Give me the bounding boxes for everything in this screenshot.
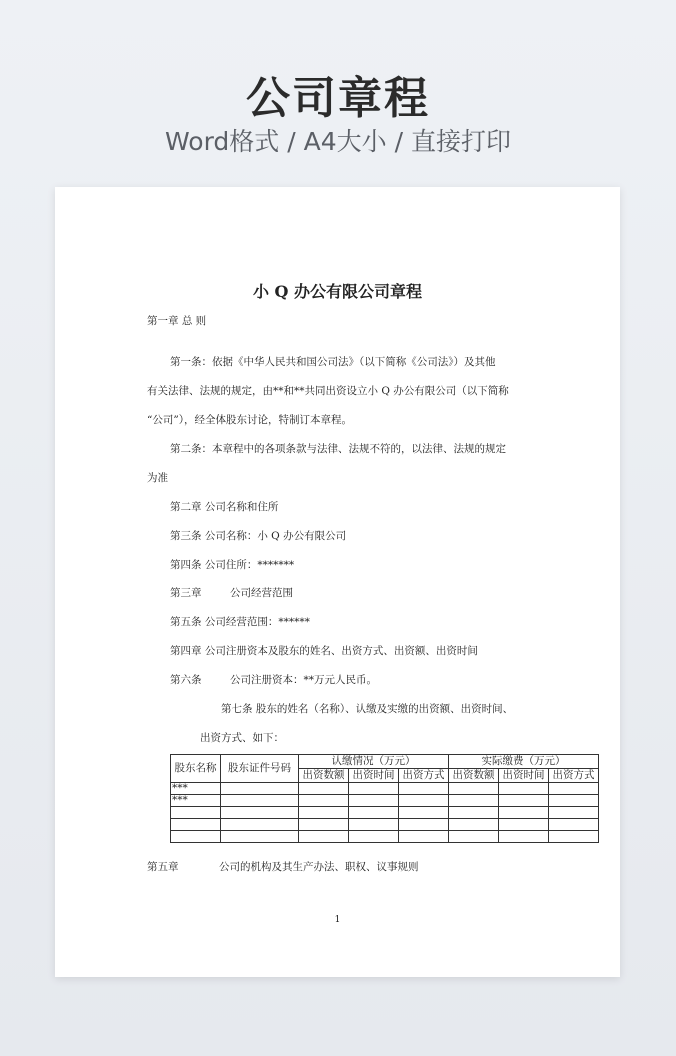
table-cell xyxy=(549,807,599,819)
table-cell xyxy=(449,783,499,795)
header-shareholder-id: 股东证件号码 xyxy=(221,755,299,783)
header-paid-group: 实际缴费（万元） xyxy=(449,755,599,769)
table-cell xyxy=(549,819,599,831)
table-cell xyxy=(221,831,299,843)
table-cell xyxy=(299,795,349,807)
article-2-line-1: 第二条：本章程中的各项条款与法律、法规不符的，以法律、法规的规定 xyxy=(170,443,506,455)
table-cell xyxy=(299,783,349,795)
table-cell xyxy=(171,831,221,843)
table-cell xyxy=(171,807,221,819)
article-6-label: 第六条 xyxy=(170,674,202,686)
table-row xyxy=(171,795,599,807)
table-cell xyxy=(349,819,399,831)
table-cell xyxy=(499,819,549,831)
table-cell xyxy=(221,819,299,831)
article-1-line-1: 第一条：依据《中华人民共和国公司法》（以下简称《公司法》）及其他 xyxy=(170,356,496,368)
table-cell xyxy=(399,807,449,819)
banner-title: 公司章程 xyxy=(246,73,430,124)
header-subscribed-amount: 出资数额 xyxy=(299,769,349,783)
chapter-5-text: 公司的机构及其生产办法、职权、议事规则 xyxy=(219,861,419,873)
chapter-4-heading: 第四章 公司注册资本及股东的姓名、出资方式、出资额、出资时间 xyxy=(170,645,478,657)
header-subscribed-group: 认缴情况（万元） xyxy=(299,755,449,769)
header-paid-amount: 出资数额 xyxy=(449,769,499,783)
table-row xyxy=(171,831,599,843)
table-cell xyxy=(449,831,499,843)
table-cell xyxy=(499,795,549,807)
document-title: 小 Q 办公有限公司章程 xyxy=(252,282,423,301)
table-cell xyxy=(499,831,549,843)
table-cell xyxy=(349,783,399,795)
article-3: 第三条 公司名称：小 Q 办公有限公司 xyxy=(170,530,347,542)
table-cell xyxy=(299,831,349,843)
article-7-line-1: 第七条 股东的姓名（名称）、认缴及实缴的出资额、出资时间、 xyxy=(221,703,514,715)
table-cell xyxy=(171,819,221,831)
chapter-3-text: 公司经营范围 xyxy=(230,587,293,599)
table-cell xyxy=(449,807,499,819)
chapter-2-heading: 第二章 公司名称和住所 xyxy=(170,501,279,513)
table-cell xyxy=(399,831,449,843)
article-5: 第五条 公司经营范围：****** xyxy=(170,616,310,628)
table-cell xyxy=(449,819,499,831)
table-row xyxy=(171,819,599,831)
header-subscribed-method: 出资方式 xyxy=(399,769,449,783)
table-cell xyxy=(221,807,299,819)
header-shareholder-name: 股东名称 xyxy=(171,755,221,783)
document-page xyxy=(55,187,620,977)
table-cell xyxy=(399,819,449,831)
article-7-line-2: 出资方式、如下： xyxy=(200,732,284,744)
table-row xyxy=(171,783,599,795)
article-1-line-3: “公司”），经全体股东讨论，特制订本章程。 xyxy=(147,414,352,426)
table-cell: *** xyxy=(171,783,221,795)
header-paid-method: 出资方式 xyxy=(549,769,599,783)
table-cell xyxy=(499,783,549,795)
table-cell xyxy=(549,795,599,807)
table-row xyxy=(171,807,599,819)
shareholder-table xyxy=(170,754,599,843)
article-2-line-2: 为准 xyxy=(147,472,168,484)
table-cell xyxy=(399,795,449,807)
table-cell xyxy=(449,795,499,807)
table-cell xyxy=(349,831,399,843)
table-cell xyxy=(221,783,299,795)
header-paid-time: 出资时间 xyxy=(499,769,549,783)
header-subscribed-time: 出资时间 xyxy=(349,769,399,783)
banner-subtitle: Word格式 / A4大小 / 直接打印 xyxy=(165,127,511,156)
article-6-text: 公司注册资本：**万元人民币。 xyxy=(230,674,377,686)
table-cell xyxy=(349,795,399,807)
table-cell xyxy=(221,795,299,807)
table-cell xyxy=(499,807,549,819)
table-cell xyxy=(299,819,349,831)
chapter-1-heading: 第一章 总 则 xyxy=(147,315,207,327)
article-1-line-2: 有关法律、法规的规定，由**和**共同出资设立小 Q 办公有限公司（以下简称 xyxy=(147,385,509,397)
table-cell xyxy=(549,783,599,795)
chapter-3-label: 第三章 xyxy=(170,587,202,599)
table-cell xyxy=(349,807,399,819)
article-4: 第四条 公司住所：******* xyxy=(170,559,295,571)
table-cell xyxy=(299,807,349,819)
table-cell xyxy=(549,831,599,843)
table-cell xyxy=(399,783,449,795)
table-cell: *** xyxy=(171,795,221,807)
page-number: 1 xyxy=(334,915,341,925)
chapter-5-label: 第五章 xyxy=(147,861,179,873)
